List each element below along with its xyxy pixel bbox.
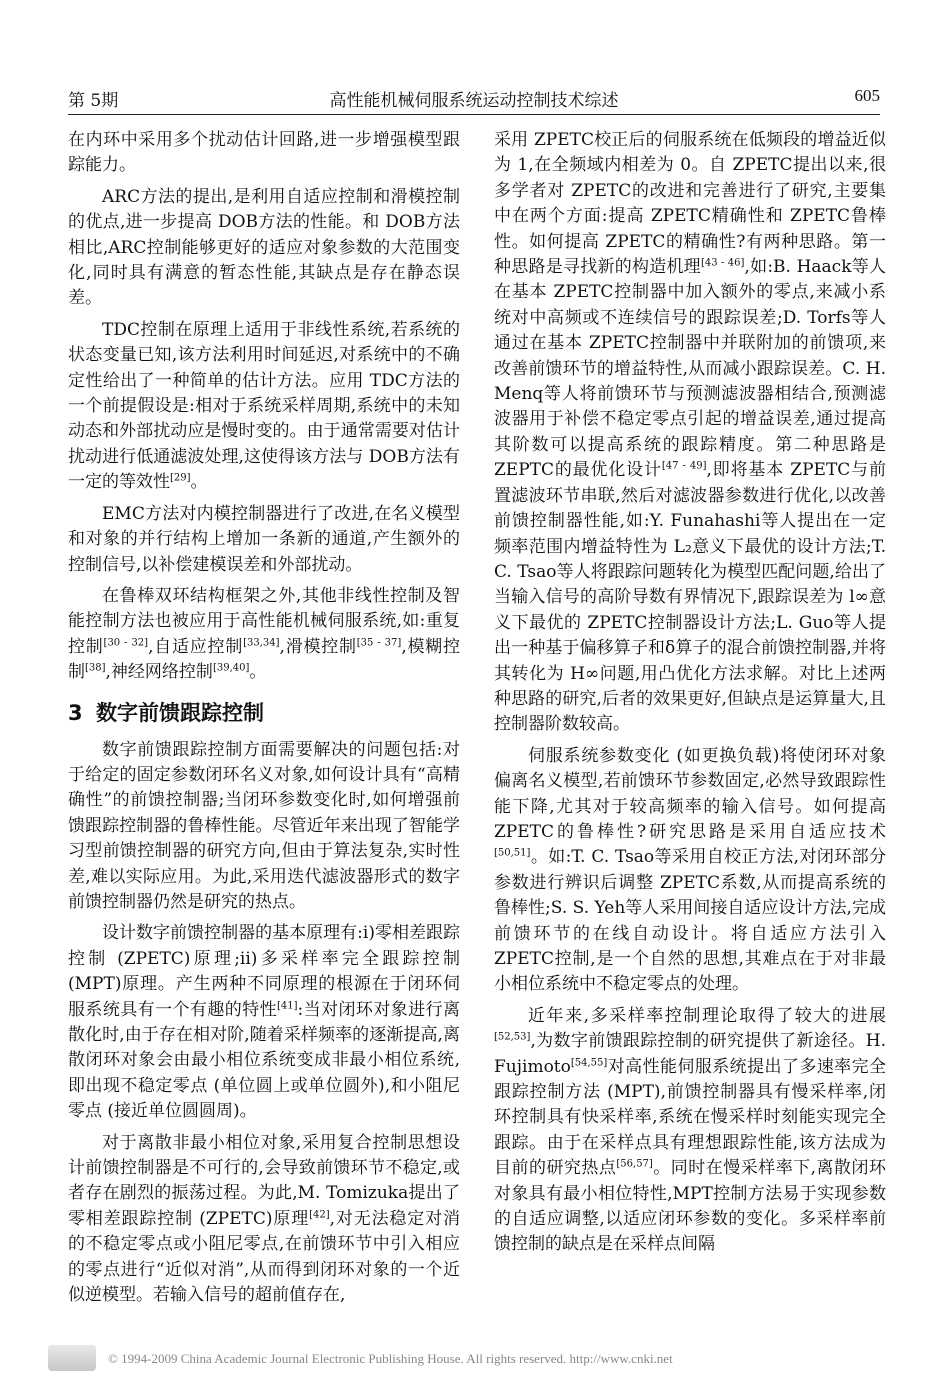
section-number: 3: [68, 700, 83, 725]
paragraph: ARC方法的提出,是利用自适应控制和滑模控制的优点,进一步提高 DOB方法的性能。和 DOB方法相比,ARC控制能够更好的适应对象参数的大范围变化,同时具有满意的暂态性能,其缺点是存在静态误差。: [68, 186, 460, 309]
citation: [38]: [85, 662, 106, 674]
citation: [47 - 49]: [661, 460, 707, 472]
paragraph: EMC方法对内模控制器进行了改进,在名义模型和对象的并行结构上增加一条新的通道,产生额外的控制信号,以补偿建模误差和外部扰动。: [68, 503, 460, 575]
cnki-logo-icon: [48, 1345, 96, 1371]
citation: [54,55]: [570, 1056, 608, 1068]
citation: [29]: [170, 472, 191, 484]
paragraph: 数字前馈跟踪控制方面需要解决的问题包括:对于给定的固定参数闭环名义对象,如何设计具有“高精确性”的前馈控制器;当闭环参数变化时,如何增强前馈跟踪控制器的鲁棒性能。尽管近年来出现了智能学习型前馈控制器的研究方向,但由于算法复杂,实时性差,难以实际应用。为此,采用迭代滤波器形式的数字前馈控制器仍然是研究的热点。: [68, 739, 460, 912]
citation: [50,51]: [494, 847, 531, 859]
citation: [42]: [309, 1209, 330, 1221]
citation: [39,40]: [212, 662, 250, 674]
paragraph: 对于离散非最小相位对象,采用复合控制思想设计前馈控制器是不可行的,会导致前馈环节不稳定,或者存在剧烈的振荡过程。为此,M. Tomizuka提出了零相差跟踪控制 (ZPETC)原理[42],对无法稳定对消的不稳定零点或小阻尼零点,在前馈环节中引入相应的零点进行“近似对消”,从而得到闭环对象的一个近似逆模型。若输入信号的超前值存在,: [68, 1132, 460, 1306]
paragraph: 在内环中采用多个扰动估计回路,进一步增强模型跟踪能力。: [68, 130, 460, 176]
left-column: [68, 128, 460, 1313]
journal-running-title: 高性能机械伺服系统运动控制技术综述: [329, 91, 619, 111]
citation: [30 - 32]: [103, 637, 149, 649]
running-header: [68, 80, 880, 116]
paragraph: 采用 ZPETC校正后的伺服系统在低频段的增益近似为 1,在全频域内相差为 0。自 ZPETC提出以来,很多学者对 ZPETC的改进和完善进行了研究,主要集中在两个方面:提高 ZPETC精确性和 ZPETC鲁棒性。如何提高 ZPETC的精确性?有两种思路。第一种思路是寻找新的构造机理[43 - 46],如:B. Haack等人在基本 ZPETC控制器中加入额外的零点,来减小系统对中高频或不连续信号的跟踪误差;D. Torfs等人通过在基本 ZPETC控制器中并联附加的前馈项,来改善前馈环节的增益特性,从而减小跟踪误差。C. H. Menq等人将前馈环节与预测滤波器相结合,预测滤波器用于补偿不稳定零点引起的增益误差,通过提高其阶数可以提高系统的跟踪精度。第二种思路是 ZEPTC的最优化设计[47 - 49],即将基本 ZPETC与前置滤波环节串联,然后对滤波器参数进行优化,以改善前馈控制器性能,如:Y. Funahashi等人提出在一定频率范围内增益特性为 L₂意义下最优的设计方法;T. C. Tsao等人将跟踪问题转化为模型匹配问题,给出了当输入信号的高阶导数有界情况下,跟踪误差为 l∞意义下最优的 ZPETC控制器设计方法;L. Guo等人提出一种基于偏移算子和δ算子的混合前馈控制器,并将其转化为 H∞问题,用凸优化方法求解。对比上述两种思路的研究,后者的效果更好,但缺点是运算量大,且控制器阶数较高。: [494, 130, 886, 735]
paragraph: 设计数字前馈控制器的基本原理有:i)零相差跟踪控制 (ZPETC)原理;ii)多采样率完全跟踪控制 (MPT)原理。产生两种不同原理的根源在于闭环伺服系统具有一个有趣的特性[41]:当对闭环对象进行离散化时,由于存在相对阶,随着采样频率的逐渐提高,离散闭环对象会由最小相位系统变成非最小相位系统,即出现不稳定零点 (单位圆上或单位圆外),和小阻尼零点 (接近单位圆圆周)。: [68, 923, 460, 1122]
citation: [41]: [277, 999, 298, 1011]
page-number: 605: [854, 86, 880, 105]
header-rule: [68, 114, 880, 115]
issue-number: 第 5期: [68, 91, 119, 111]
citation: [52,53]: [494, 1031, 531, 1043]
citation: [56,57]: [616, 1158, 653, 1170]
footer: [40, 1345, 920, 1373]
section-heading: [68, 698, 460, 728]
paragraph: 在鲁棒双环结构框架之外,其他非线性控制及智能控制方法也被应用于高性能机械伺服系统,如:重复控制[30 - 32],自适应控制[33,34],滑模控制[35 - 37],模糊控制[38],神经网络控制[39,40]。: [68, 585, 460, 683]
section-title: 数字前馈跟踪控制: [96, 700, 264, 725]
paragraph: TDC控制在原理上适用于非线性系统,若系统的状态变量已知,该方法利用时间延迟,对系统中的不确定性给出了一种简单的估计方法。应用 TDC方法的一个前提假设是:相对于系统采样周期,系统中的未知动态和外部扰动应是慢时变的。由于通常需要对估计扰动进行低通滤波处理,这使得该方法与 DOB方法有一定的等效性[29]。: [68, 319, 460, 493]
paragraph: 伺服系统参数变化 (如更换负载)将使闭环对象偏离名义模型,若前馈环节参数固定,必然导致跟踪性能下降,尤其对于较高频率的输入信号。如何提高 ZPETC的鲁棒性?研究思路是采用自适应技术[50,51]。如:T. C. Tsao等采用自校正方法,对闭环部分参数进行辨识后调整 ZPETC系数,从而提高系统的鲁棒性;S. S. Yeh等人采用间接自适应设计方法,完成前馈环节的在线自动设计。将自适应方法引入 ZPETC控制,是一个自然的思想,其难点在于对非最小相位系统中不稳定零点的处理。: [494, 745, 886, 995]
citation: [35 - 37]: [356, 637, 402, 649]
copyright-notice: © 1994-2009 China Academic Journal Electronic Publishing House. All rights reserved. http://www.cnki.net: [108, 1351, 673, 1366]
paragraph: 近年来,多采样率控制理论取得了较大的进展[52,53],为数字前馈跟踪控制的研究提供了新途径。H. Fujimoto[54,55]对高性能伺服系统提出了多速率完全跟踪控制方法 (MPT),前馈控制器具有慢采样率,闭环控制具有快采样率,系统在慢采样时刻能实现完全跟踪。由于在采样点具有理想跟踪性能,该方法成为目前的研究热点[56,57]。同时在慢采样率下,离散闭环对象具有最小相位特性,MPT控制方法易于实现参数的自适应调整,以适应闭环参数的变化。多采样率前馈控制的缺点是在采样点间隔: [494, 1005, 886, 1255]
citation: [43 - 46]: [700, 257, 745, 269]
citation: [33,34]: [243, 637, 280, 649]
right-column: [494, 128, 886, 1313]
